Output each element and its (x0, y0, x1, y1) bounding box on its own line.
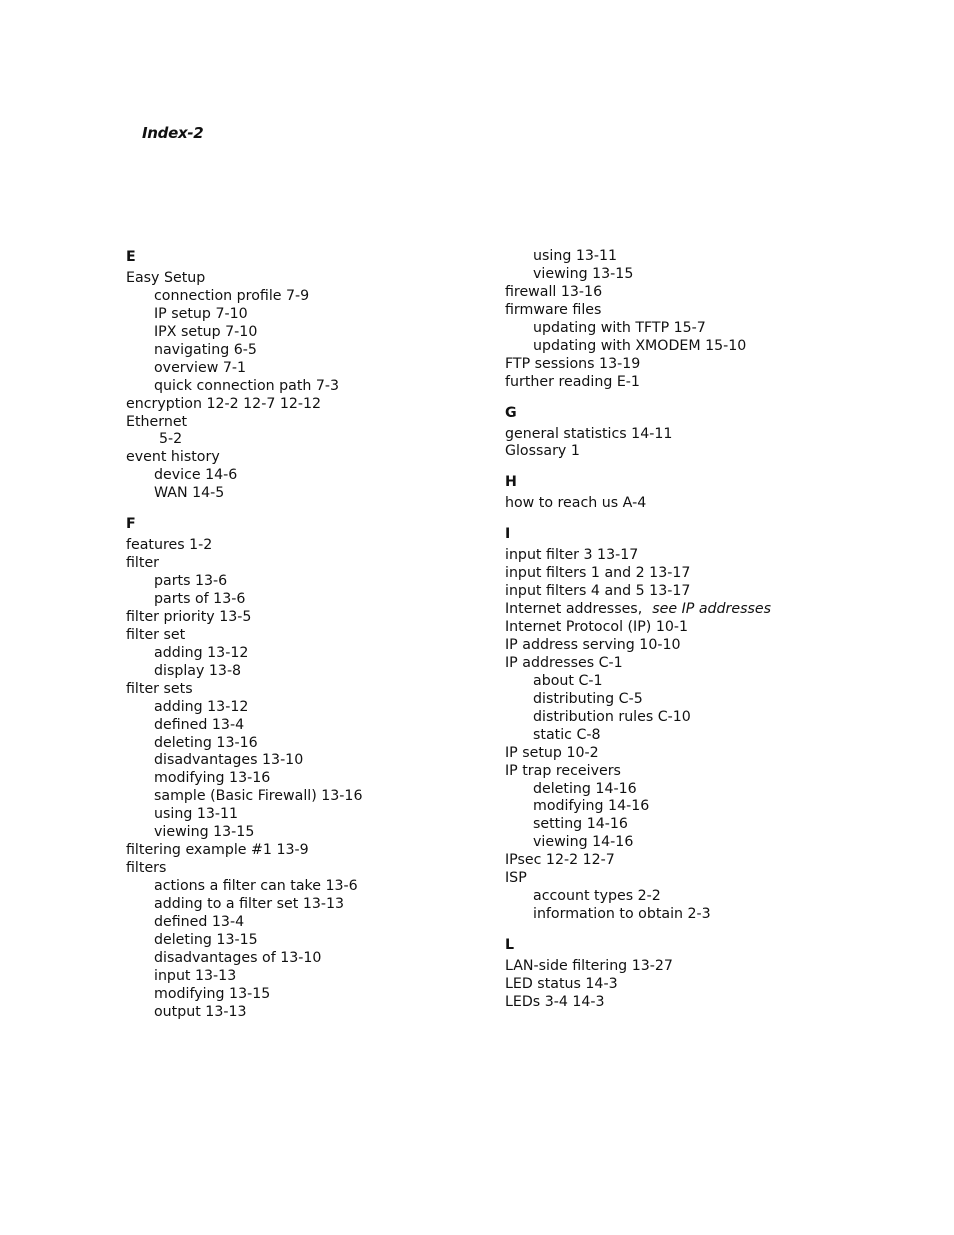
entry-text: input filters 4 and 5 13-17 (505, 583, 691, 600)
index-subentry (126, 950, 486, 968)
index-section (505, 936, 885, 1012)
page-header: Index-2 (142, 124, 204, 142)
index-entry (505, 994, 885, 1012)
entry-text: IP trap receivers (505, 762, 621, 779)
entry-text: adding 13-12 (154, 644, 249, 661)
entry-text: Ethernet (126, 413, 188, 430)
entry-text: static C-8 (533, 726, 601, 743)
index-subentry (126, 717, 486, 735)
index-subentry (505, 834, 885, 852)
entry-text: IPX setup 7-10 (154, 323, 258, 340)
index-column-right (505, 248, 885, 1024)
entry-text: adding to a filter set 13-13 (154, 895, 345, 912)
entry-text: quick connection path 7-3 (154, 377, 340, 394)
index-subentry (126, 663, 486, 681)
index-subentry (505, 338, 885, 356)
index-subentry (126, 645, 486, 663)
section-letter: I (505, 526, 511, 543)
entry-text: input 13-13 (154, 967, 237, 984)
index-entry (505, 619, 885, 637)
entry-text: viewing 13-15 (154, 824, 255, 841)
entry-text: device 14-6 (154, 467, 238, 484)
entry-text: overview 7-1 (154, 359, 246, 376)
index-entry (505, 565, 885, 583)
entry-text: WAN 14-5 (154, 485, 225, 502)
entry-text: event history (126, 449, 220, 466)
entry-text: distributing C-5 (533, 690, 643, 707)
index-section (505, 525, 885, 924)
entry-text: display 13-8 (154, 662, 242, 679)
entry-text: parts of 13-6 (154, 591, 246, 607)
index-subentry (126, 431, 486, 449)
entry-text: distribution rules C-10 (533, 708, 691, 725)
entry-text: output 13-13 (154, 1003, 247, 1020)
index-subentry (126, 288, 486, 306)
index-entry (505, 443, 885, 461)
index-subentry (126, 770, 486, 788)
entry-text: account types 2-2 (533, 888, 661, 905)
index-entry (505, 852, 885, 870)
entry-text: disadvantages 13-10 (154, 752, 304, 769)
index-subentry (126, 324, 486, 342)
index-entry (505, 870, 885, 888)
entry-text: updating with TFTP 15-7 (533, 319, 706, 336)
index-subentry (126, 896, 486, 914)
index-subentry (505, 798, 885, 816)
entry-text: firewall 13-16 (505, 283, 603, 300)
index-entry (126, 681, 486, 699)
entry-text: features 1-2 (126, 537, 213, 554)
index-entry (505, 583, 885, 601)
entry-text: IP addresses C-1 (505, 654, 623, 671)
index-entry (126, 555, 486, 573)
index-entry (505, 284, 885, 302)
index-subentry (126, 914, 486, 932)
index-entry (126, 627, 486, 645)
entry-text: filter sets (126, 680, 193, 697)
entry-text: defined 13-4 (154, 716, 245, 733)
index-entry (505, 958, 885, 976)
entry-text: connection profile 7-9 (154, 287, 310, 304)
index-subentry (505, 781, 885, 799)
index-entry (505, 547, 885, 565)
index-subentry (505, 727, 885, 745)
entry-text: how to reach us A-4 (505, 495, 647, 512)
entry-text: Internet Protocol (IP) 10-1 (505, 619, 689, 636)
entry-text: deleting 14-16 (533, 780, 637, 797)
entry-text: actions a filter can take 13-6 (154, 878, 358, 894)
entry-text: general statistics 14-11 (505, 425, 673, 442)
index-section (505, 404, 885, 462)
entry-text: deleting 13-15 (154, 931, 258, 948)
entry-text: LED status 14-3 (505, 975, 618, 992)
index-entry (126, 860, 486, 878)
index-subentry (126, 467, 486, 485)
index-subentry (126, 378, 486, 396)
entry-text: LEDs 3-4 14-3 (505, 993, 605, 1010)
entry-text: disadvantages of 13-10 (154, 949, 322, 966)
index-section (126, 248, 486, 503)
index-subentry (505, 691, 885, 709)
index-subentry (126, 485, 486, 503)
entry-text: filter (126, 555, 160, 572)
index-subentry (505, 816, 885, 834)
entry-text: sample (Basic Firewall) 13-16 (154, 788, 363, 805)
entry-text: firmware files (505, 301, 602, 318)
index-entry (126, 270, 486, 288)
entry-text: input filters 1 and 2 13-17 (505, 565, 691, 582)
entry-text: filtering example #1 13-9 (126, 842, 309, 859)
index-entry (505, 302, 885, 320)
index-column-left (126, 248, 486, 1034)
entry-text: viewing 14-16 (533, 834, 634, 851)
index-entry (505, 976, 885, 994)
index-subentry (126, 699, 486, 717)
entry-text: deleting 13-16 (154, 734, 258, 751)
index-subentry (126, 824, 486, 842)
entry-text: Easy Setup (126, 270, 206, 286)
entry-text: defined 13-4 (154, 913, 245, 930)
index-subentry (505, 673, 885, 691)
entry-text: modifying 13-15 (154, 985, 271, 1002)
index-section (505, 473, 885, 513)
index-entry (126, 449, 486, 467)
index-entry (505, 356, 885, 374)
entry-text: filter set (126, 626, 186, 643)
entry-text: IP setup 7-10 (154, 305, 248, 322)
index-subentry (126, 342, 486, 360)
entry-text: information to obtain 2-3 (533, 906, 711, 923)
index-subentry (126, 932, 486, 950)
index-entry (126, 396, 486, 414)
index-entry (126, 414, 486, 432)
entry-text: setting 14-16 (533, 816, 628, 833)
index-entry (505, 763, 885, 781)
index-subentry (126, 735, 486, 753)
index-subentry (126, 878, 486, 896)
section-letter: E (126, 249, 136, 265)
index-subentry (126, 986, 486, 1004)
index-subentry (126, 806, 486, 824)
index-subentry (126, 1004, 486, 1022)
index-subentry (126, 788, 486, 806)
entry-text: modifying 14-16 (533, 798, 650, 815)
entry-text: IPsec 12-2 12-7 (505, 852, 615, 869)
entry-text: ISP (505, 870, 527, 887)
index-subentry (505, 320, 885, 338)
index-subentry (126, 360, 486, 378)
entry-text: adding 13-12 (154, 698, 249, 715)
entry-text: IP setup 10-2 (505, 744, 599, 761)
entry-text: FTP sessions 13-19 (505, 355, 641, 372)
entry-text: viewing 13-15 (533, 265, 634, 282)
index-subentry (505, 248, 885, 266)
index-entry (505, 495, 885, 513)
index-entry (505, 655, 885, 673)
entry-text: modifying 13-16 (154, 770, 271, 787)
entry-text: Glossary 1 (505, 443, 580, 460)
index-entry (505, 601, 885, 619)
entry-text: using 13-11 (533, 248, 618, 264)
index-subentry (505, 266, 885, 284)
index-subentry (126, 968, 486, 986)
index-entry (126, 609, 486, 627)
index-subentry (505, 906, 885, 924)
entry-text: using 13-11 (154, 806, 239, 823)
entry-text: 5-2 (159, 431, 183, 448)
section-letter: F (126, 516, 136, 533)
index-entry (505, 637, 885, 655)
index-subentry (126, 306, 486, 324)
index-section (126, 515, 486, 1021)
index-entry (505, 745, 885, 763)
index-subentry (126, 752, 486, 770)
section-letter: G (505, 404, 517, 421)
entry-text: encryption 12-2 12-7 12-12 (126, 395, 322, 412)
entry-text: LAN-side filtering 13-27 (505, 958, 673, 974)
section-letter: H (505, 474, 517, 491)
entry-text: parts 13-6 (154, 573, 228, 590)
section-letter: L (505, 937, 515, 953)
entry-text: updating with XMODEM 15-10 (533, 337, 747, 354)
entry-text: filter priority 13-5 (126, 608, 252, 625)
index-entry (126, 537, 486, 555)
index-entry (126, 842, 486, 860)
index-section (505, 248, 885, 392)
index-subentry (505, 709, 885, 727)
entry-text: Internet addresses, (505, 601, 643, 618)
see-reference: see IP addresses (652, 601, 771, 618)
entry-text: further reading E-1 (505, 373, 640, 390)
entry-text: about C-1 (533, 672, 603, 689)
index-subentry (126, 591, 486, 609)
entry-text: input filter 3 13-17 (505, 547, 639, 564)
index-entry (505, 426, 885, 444)
index-subentry (126, 573, 486, 591)
index-subentry (505, 888, 885, 906)
entry-text: filters (126, 860, 167, 877)
entry-text: IP address serving 10-10 (505, 637, 681, 653)
entry-text: navigating 6-5 (154, 341, 257, 358)
index-entry (505, 374, 885, 392)
